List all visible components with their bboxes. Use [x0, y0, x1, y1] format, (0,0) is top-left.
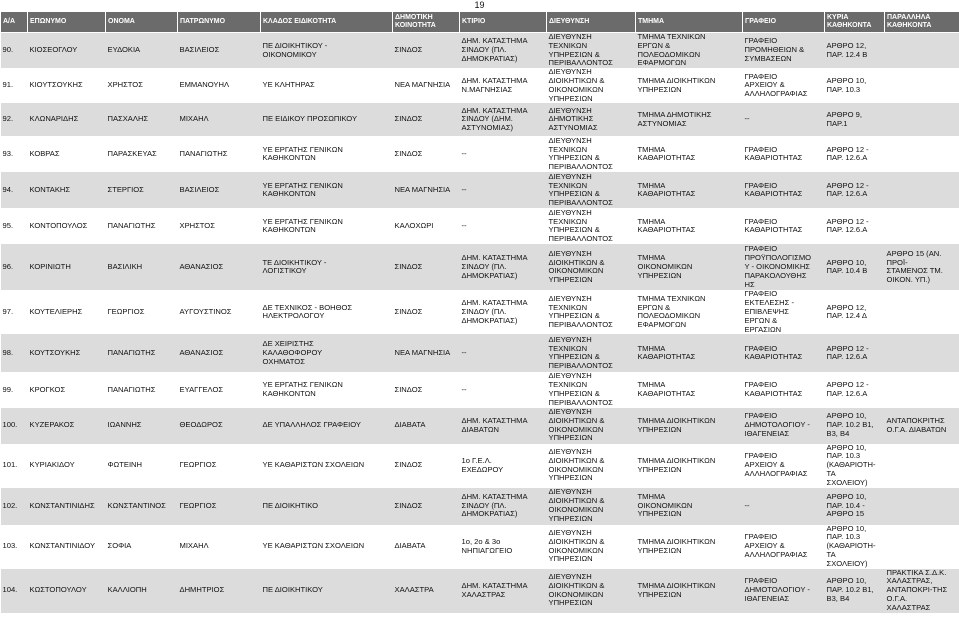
cell-department: ΤΜΗΜΑ ΚΑΘΑΡΙΟΤΗΤΑΣ [636, 172, 743, 208]
cell-directorate: ΔΙΕΥΘΥΝΣΗ ΔΙΟΙΚΗΤΙΚΩΝ & ΟΙΚΟΝΟΜΙΚΩΝ ΥΠΗΡΕΣΙΩΝ [547, 525, 636, 569]
cell-fathers-name: ΠΑΝΑΓΙΩΤΗΣ [178, 136, 261, 172]
cell-aa: 102. [1, 488, 28, 525]
table-row [1, 488, 959, 525]
table-row [1, 33, 959, 69]
cell-directorate: ΔΙΕΥΘΥΝΣΗ ΤΕΧΝΙΚΩΝ ΥΠΗΡΕΣΙΩΝ & ΠΕΡΙΒΑΛΛΟΝΤΟΣ [547, 136, 636, 172]
cell-department: ΤΜΗΜΑ ΚΑΘΑΡΙΟΤΗΤΑΣ [636, 334, 743, 372]
cell-aa: 91. [1, 68, 28, 103]
cell-office: ΓΡΑΦΕΙΟ ΠΡΟΜΗΘΕΙΩΝ & ΣΥΜΒΑΣΕΩΝ [743, 33, 825, 69]
table-row [1, 290, 959, 334]
cell-specialty: ΠΕ ΔΙΟΙΚΗΤΙΚΟΥ - ΟΙΚΟΝΟΜΙΚΟΥ [261, 33, 393, 69]
cell-directorate: ΔΙΕΥΘΥΝΣΗ ΔΙΟΙΚΗΤΙΚΩΝ & ΟΙΚΟΝΟΜΙΚΩΝ ΥΠΗΡΕΣΙΩΝ [547, 68, 636, 103]
header-parallel-duties: ΠΑΡΑΛΛΗΛΑ ΚΑΘΗΚΟΝΤΑ [885, 12, 959, 33]
cell-specialty: ΥΕ ΕΡΓΑΤΗΣ ΓΕΝΙΚΩΝ ΚΑΘΗΚΟΝΤΩΝ [261, 136, 393, 172]
cell-directorate: ΔΙΕΥΘΥΝΣΗ ΤΕΧΝΙΚΩΝ ΥΠΗΡΕΣΙΩΝ & ΠΕΡΙΒΑΛΛΟΝΤΟΣ [547, 208, 636, 244]
header-fathers-name: ΠΑΤΡΩΝΥΜΟ [178, 12, 261, 33]
cell-aa: 93. [1, 136, 28, 172]
cell-office: ΓΡΑΦΕΙΟ ΚΑΘΑΡΙΟΤΗΤΑΣ [743, 208, 825, 244]
cell-directorate: ΔΙΕΥΘΥΝΣΗ ΤΕΧΝΙΚΩΝ ΥΠΗΡΕΣΙΩΝ & ΠΕΡΙΒΑΛΛΟΝΤΟΣ [547, 290, 636, 334]
cell-main-duties: ΑΡΘΡΟ 12 - ΠΑΡ. 12.6.Α [825, 136, 885, 172]
cell-department: ΤΜΗΜΑ ΚΑΘΑΡΙΟΤΗΤΑΣ [636, 136, 743, 172]
header-building: ΚΤΙΡΙΟ [460, 12, 547, 33]
cell-parallel-duties [885, 488, 959, 525]
cell-department: ΤΜΗΜΑ ΚΑΘΑΡΙΟΤΗΤΑΣ [636, 372, 743, 407]
table-row [1, 68, 959, 103]
cell-name: ΕΥΔΟΚΙΑ [106, 33, 178, 69]
cell-building: ΔΗΜ. ΚΑΤΑΣΤΗΜΑ ΣΙΝΔΟΥ (ΠΛ. ΔΗΜΟΚΡΑΤΙΑΣ) [460, 244, 547, 290]
cell-fathers-name: ΔΗΜΗΤΡΙΟΣ [178, 569, 261, 613]
header-main-duties: ΚΥΡΙΑ ΚΑΘΗΚΟΝΤΑ [825, 12, 885, 33]
table-row [1, 372, 959, 407]
cell-surname: ΚΩΣΤΟΠΟΥΛΟΥ [28, 569, 106, 613]
cell-fathers-name: ΓΕΩΡΓΙΟΣ [178, 488, 261, 525]
cell-surname: ΚΛΩΝΑΡΙΔΗΣ [28, 103, 106, 136]
cell-fathers-name: ΕΜΜΑΝΟΥΗΛ [178, 68, 261, 103]
cell-community: ΚΑΛΟΧΩΡΙ [393, 208, 460, 244]
cell-name: ΣΟΦΙΑ [106, 525, 178, 569]
cell-directorate: ΔΙΕΥΘΥΝΣΗ ΔΙΟΙΚΗΤΙΚΩΝ & ΟΙΚΟΝΟΜΙΚΩΝ ΥΠΗΡΕΣΙΩΝ [547, 569, 636, 613]
cell-name: ΒΑΣΙΛΙΚΗ [106, 244, 178, 290]
cell-specialty: ΥΕ ΚΑΘΑΡΙΣΤΩΝ ΣΧΟΛΕΙΩΝ [261, 444, 393, 488]
cell-name: ΚΑΛΛΙΟΠΗ [106, 569, 178, 613]
cell-aa: 90. [1, 33, 28, 69]
cell-office: -- [743, 488, 825, 525]
cell-building: -- [460, 136, 547, 172]
cell-community: ΣΙΝΔΟΣ [393, 488, 460, 525]
cell-aa: 96. [1, 244, 28, 290]
cell-community: ΣΙΝΔΟΣ [393, 372, 460, 407]
cell-office: ΓΡΑΦΕΙΟ ΑΡΧΕΙΟΥ & ΑΛΛΗΛΟΓΡΑΦΙΑΣ [743, 68, 825, 103]
cell-community: ΣΙΝΔΟΣ [393, 244, 460, 290]
cell-aa: 101. [1, 444, 28, 488]
cell-community: ΧΑΛΑΣΤΡΑ [393, 569, 460, 613]
header-surname: ΕΠΩΝΥΜΟ [28, 12, 106, 33]
cell-department: ΤΜΗΜΑ ΔΙΟΙΚΗΤΙΚΩΝ ΥΠΗΡΕΣΙΩΝ [636, 68, 743, 103]
cell-building: ΔΗΜ. ΚΑΤΑΣΤΗΜΑ ΣΙΝΔΟΥ (ΠΛ. ΔΗΜΟΚΡΑΤΙΑΣ) [460, 33, 547, 69]
cell-name: ΣΤΕΡΓΙΟΣ [106, 172, 178, 208]
cell-main-duties: ΑΡΘΡΟ 12, ΠΑΡ. 12.4 Β [825, 33, 885, 69]
cell-specialty: ΥΕ ΕΡΓΑΤΗΣ ΓΕΝΙΚΩΝ ΚΑΘΗΚΟΝΤΩΝ [261, 208, 393, 244]
cell-department: ΤΜΗΜΑ ΚΑΘΑΡΙΟΤΗΤΑΣ [636, 208, 743, 244]
cell-specialty: ΔΕ ΧΕΙΡΙΣΤΗΣ ΚΑΛΑΘΟΦΟΡΟΥ ΟΧΗΜΑΤΟΣ [261, 334, 393, 372]
cell-department: ΤΜΗΜΑ ΔΗΜΟΤΙΚΗΣ ΑΣΤΥΝΟΜΙΑΣ [636, 103, 743, 136]
cell-parallel-duties: ΑΡΘΡΟ 15 (ΑΝ. ΠΡΟΪ- ΣΤΑΜΕΝΟΣ ΤΜ. ΟΙΚΟΝ. ΥΠ.) [885, 244, 959, 290]
cell-fathers-name: ΒΑΣΙΛΕΙΟΣ [178, 172, 261, 208]
cell-surname: ΚΡΟΓΚΟΣ [28, 372, 106, 407]
cell-name: ΙΩΑΝΝΗΣ [106, 408, 178, 444]
cell-parallel-duties [885, 525, 959, 569]
cell-parallel-duties [885, 208, 959, 244]
cell-directorate: ΔΙΕΥΘΥΝΣΗ ΤΕΧΝΙΚΩΝ ΥΠΗΡΕΣΙΩΝ & ΠΕΡΙΒΑΛΛΟΝΤΟΣ [547, 33, 636, 69]
cell-surname: ΚΟΝΤΟΠΟΥΛΟΣ [28, 208, 106, 244]
cell-aa: 94. [1, 172, 28, 208]
cell-name: ΠΑΣΧΑΛΗΣ [106, 103, 178, 136]
cell-community: ΝΕΑ ΜΑΓΝΗΣΙΑ [393, 334, 460, 372]
cell-department: ΤΜΗΜΑ ΤΕΧΝΙΚΩΝ ΕΡΓΩΝ & ΠΟΛΕΟΔΟΜΙΚΩΝ ΕΦΑΡΜΟΓΩΝ [636, 33, 743, 69]
cell-building: ΔΗΜ. ΚΑΤΑΣΤΗΜΑ ΧΑΛΑΣΤΡΑΣ [460, 569, 547, 613]
cell-name: ΠΑΝΑΓΙΩΤΗΣ [106, 208, 178, 244]
cell-surname: ΚΩΝΣΤΑΝΤΙΝΙΔΟΥ [28, 525, 106, 569]
table-row [1, 569, 959, 613]
cell-fathers-name: ΕΥΑΓΓΕΛΟΣ [178, 372, 261, 407]
cell-building: 1ο, 2ο & 3ο ΝΗΠΙΑΓΩΓΕΙΟ [460, 525, 547, 569]
cell-surname: ΚΟΝΤΑΚΗΣ [28, 172, 106, 208]
cell-building: -- [460, 208, 547, 244]
cell-aa: 98. [1, 334, 28, 372]
cell-fathers-name: ΒΑΣΙΛΕΙΟΣ [178, 33, 261, 69]
cell-building: -- [460, 334, 547, 372]
table-row [1, 172, 959, 208]
cell-office: ΓΡΑΦΕΙΟ ΚΑΘΑΡΙΟΤΗΤΑΣ [743, 372, 825, 407]
cell-specialty: ΠΕ ΔΙΟΙΚΗΤΙΚΟΥ [261, 569, 393, 613]
cell-specialty: ΔΕ ΥΠΑΛΛΗΛΟΣ ΓΡΑΦΕΙΟΥ [261, 408, 393, 444]
header-specialty: ΚΛΑΔΟΣ ΕΙΔΙΚΟΤΗΤΑ [261, 12, 393, 33]
table-row [1, 334, 959, 372]
cell-aa: 95. [1, 208, 28, 244]
cell-main-duties: ΑΡΘΡΟ 12, ΠΑΡ. 12.4 Δ [825, 290, 885, 334]
cell-building: ΔΗΜ. ΚΑΤΑΣΤΗΜΑ ΣΙΝΔΟΥ (ΠΛ. ΔΗΜΟΚΡΑΤΙΑΣ) [460, 488, 547, 525]
cell-parallel-duties: ΠΡΑΚΤΙΚΑ Σ.Δ.Κ. ΧΑΛΑΣΤΡΑΣ, ΑΝΤΑΠΟΚΡΙ-ΤΗΣ Ο.Γ.Α. ΧΑΛΑΣΤΡΑΣ [885, 569, 959, 613]
table-row [1, 525, 959, 569]
cell-building: ΔΗΜ. ΚΑΤΑΣΤΗΜΑ ΣΙΝΔΟΥ (ΔΗΜ. ΑΣΤΥΝΟΜΙΑΣ) [460, 103, 547, 136]
cell-building: -- [460, 372, 547, 407]
cell-office: ΓΡΑΦΕΙΟ ΔΗΜΟΤΟΛΟΓΙΟΥ - ΙΘΑΓΕΝΕΙΑΣ [743, 569, 825, 613]
cell-main-duties: ΑΡΘΡΟ 10, ΠΑΡ. 10.3 (ΚΑΘΑΡΙΟΤΗ- ΤΑ ΣΧΟΛΕΙΟΥ) [825, 444, 885, 488]
cell-community: ΔΙΑΒΑΤΑ [393, 408, 460, 444]
cell-directorate: ΔΙΕΥΘΥΝΣΗ ΤΕΧΝΙΚΩΝ ΥΠΗΡΕΣΙΩΝ & ΠΕΡΙΒΑΛΛΟΝΤΟΣ [547, 172, 636, 208]
cell-surname: ΚΟΡΙΝΙΩΤΗ [28, 244, 106, 290]
cell-name: ΦΩΤΕΙΝΗ [106, 444, 178, 488]
cell-community: ΝΕΑ ΜΑΓΝΗΣΙΑ [393, 68, 460, 103]
cell-parallel-duties [885, 334, 959, 372]
cell-parallel-duties: ΑΝΤΑΠΟΚΡΙΤΗΣ Ο.Γ.Α. ΔΙΑΒΑΤΩΝ [885, 408, 959, 444]
cell-department: ΤΜΗΜΑ ΔΙΟΙΚΗΤΙΚΩΝ ΥΠΗΡΕΣΙΩΝ [636, 569, 743, 613]
table-row [1, 444, 959, 488]
cell-main-duties: ΑΡΘΡΟ 10, ΠΑΡ. 10.4 - ΑΡΘΡΟ 15 [825, 488, 885, 525]
cell-directorate: ΔΙΕΥΘΥΝΣΗ ΔΙΟΙΚΗΤΙΚΩΝ & ΟΙΚΟΝΟΜΙΚΩΝ ΥΠΗΡΕΣΙΩΝ [547, 408, 636, 444]
cell-specialty: ΠΕ ΔΙΟΙΚΗΤΙΚΟ [261, 488, 393, 525]
cell-specialty: ΔΕ ΤΕΧΝΙΚΟΣ - ΒΟΗΘΟΣ ΗΛΕΚΤΡΟΛΟΓΟΥ [261, 290, 393, 334]
cell-building: 1ο Γ.Ε.Λ. ΕΧΕΔΩΡΟΥ [460, 444, 547, 488]
cell-parallel-duties [885, 372, 959, 407]
cell-main-duties: ΑΡΘΡΟ 12 - ΠΑΡ. 12.6.Α [825, 334, 885, 372]
cell-specialty: ΠΕ ΕΙΔΙΚΟΥ ΠΡΟΣΩΠΙΚΟΥ [261, 103, 393, 136]
cell-surname: ΚΥΡΙΑΚΙΔΟΥ [28, 444, 106, 488]
cell-building: -- [460, 172, 547, 208]
cell-main-duties: ΑΡΘΡΟ 12 - ΠΑΡ. 12.6.Α [825, 172, 885, 208]
cell-surname: ΚΟΥΤΕΛΙΕΡΗΣ [28, 290, 106, 334]
header-name: ΟΝΟΜΑ [106, 12, 178, 33]
cell-community: ΣΙΝΔΟΣ [393, 136, 460, 172]
cell-name: ΠΑΡΑΣΚΕΥΑΣ [106, 136, 178, 172]
cell-main-duties: ΑΡΘΡΟ 12 - ΠΑΡ. 12.6.Α [825, 372, 885, 407]
table-row [1, 244, 959, 290]
cell-parallel-duties [885, 103, 959, 136]
cell-parallel-duties [885, 136, 959, 172]
cell-fathers-name: ΑΘΑΝΑΣΙΟΣ [178, 334, 261, 372]
cell-main-duties: ΑΡΘΡΟ 10, ΠΑΡ. 10.2 Β1, Β3, Β4 [825, 408, 885, 444]
cell-parallel-duties [885, 444, 959, 488]
table-row [1, 208, 959, 244]
cell-aa: 92. [1, 103, 28, 136]
cell-office: ΓΡΑΦΕΙΟ ΑΡΧΕΙΟΥ & ΑΛΛΗΛΟΓΡΑΦΙΑΣ [743, 444, 825, 488]
cell-community: ΔΙΑΒΑΤΑ [393, 525, 460, 569]
cell-fathers-name: ΑΥΓΟΥΣΤΙΝΟΣ [178, 290, 261, 334]
page-number: 19 [474, 0, 485, 10]
cell-building: ΔΗΜ. ΚΑΤΑΣΤΗΜΑ Ν.ΜΑΓΝΗΣΙΑΣ [460, 68, 547, 103]
header-office: ΓΡΑΦΕΙΟ [743, 12, 825, 33]
cell-office: ΓΡΑΦΕΙΟ ΑΡΧΕΙΟΥ & ΑΛΛΗΛΟΓΡΑΦΙΑΣ [743, 525, 825, 569]
cell-name: ΠΑΝΑΓΙΩΤΗΣ [106, 372, 178, 407]
cell-name: ΚΩΝΣΤΑΝΤΙΝΟΣ [106, 488, 178, 525]
cell-department: ΤΜΗΜΑ ΔΙΟΙΚΗΤΙΚΩΝ ΥΠΗΡΕΣΙΩΝ [636, 444, 743, 488]
cell-fathers-name: ΓΕΩΡΓΙΟΣ [178, 444, 261, 488]
cell-name: ΓΕΩΡΓΙΟΣ [106, 290, 178, 334]
cell-name: ΠΑΝΑΓΙΩΤΗΣ [106, 334, 178, 372]
cell-aa: 104. [1, 569, 28, 613]
cell-surname: ΚΥΖΕΡΑΚΟΣ [28, 408, 106, 444]
cell-community: ΣΙΝΔΟΣ [393, 444, 460, 488]
table-header-row [1, 12, 959, 33]
cell-directorate: ΔΙΕΥΘΥΝΣΗ ΔΙΟΙΚΗΤΙΚΩΝ & ΟΙΚΟΝΟΜΙΚΩΝ ΥΠΗΡΕΣΙΩΝ [547, 488, 636, 525]
table-row [1, 136, 959, 172]
cell-fathers-name: ΑΘΑΝΑΣΙΟΣ [178, 244, 261, 290]
cell-community: ΝΕΑ ΜΑΓΝΗΣΙΑ [393, 172, 460, 208]
cell-surname: ΚΩΝΣΤΑΝΤΙΝΙΔΗΣ [28, 488, 106, 525]
cell-office: ΓΡΑΦΕΙΟ ΚΑΘΑΡΙΟΤΗΤΑΣ [743, 136, 825, 172]
cell-fathers-name: ΘΕΟΔΩΡΟΣ [178, 408, 261, 444]
cell-parallel-duties [885, 290, 959, 334]
cell-parallel-duties [885, 172, 959, 208]
header-directorate: ΔΙΕΥΘΥΝΣΗ [547, 12, 636, 33]
cell-specialty: ΥΕ ΚΛΗΤΗΡΑΣ [261, 68, 393, 103]
cell-main-duties: ΑΡΘΡΟ 10, ΠΑΡ. 10.3 (ΚΑΘΑΡΙΟΤΗ- ΤΑ ΣΧΟΛΕΙΟΥ) [825, 525, 885, 569]
cell-office: ΓΡΑΦΕΙΟ ΕΚΤΕΛΕΣΗΣ - ΕΠΙΒΛΕΨΗΣ ΕΡΓΩΝ & ΕΡΓΑΣΙΩΝ [743, 290, 825, 334]
cell-directorate: ΔΙΕΥΘΥΝΣΗ ΔΙΟΙΚΗΤΙΚΩΝ & ΟΙΚΟΝΟΜΙΚΩΝ ΥΠΗΡΕΣΙΩΝ [547, 444, 636, 488]
header-aa: Α/Α [1, 12, 28, 33]
cell-community: ΣΙΝΔΟΣ [393, 103, 460, 136]
cell-directorate: ΔΙΕΥΘΥΝΣΗ ΤΕΧΝΙΚΩΝ ΥΠΗΡΕΣΙΩΝ & ΠΕΡΙΒΑΛΛΟΝΤΟΣ [547, 334, 636, 372]
cell-name: ΧΡΗΣΤΟΣ [106, 68, 178, 103]
personnel-table [0, 11, 959, 613]
header-community: ΔΗΜΟΤΙΚΗ ΚΟΙΝΟΤΗΤΑ [393, 12, 460, 33]
cell-main-duties: ΑΡΘΡΟ 12 - ΠΑΡ. 12.6.Α [825, 208, 885, 244]
cell-community: ΣΙΝΔΟΣ [393, 33, 460, 69]
cell-main-duties: ΑΡΘΡΟ 10, ΠΑΡ. 10.4 Β [825, 244, 885, 290]
cell-directorate: ΔΙΕΥΘΥΝΣΗ ΔΗΜΟΤΙΚΗΣ ΑΣΤΥΝΟΜΙΑΣ [547, 103, 636, 136]
cell-department: ΤΜΗΜΑ ΔΙΟΙΚΗΤΙΚΩΝ ΥΠΗΡΕΣΙΩΝ [636, 525, 743, 569]
cell-aa: 100. [1, 408, 28, 444]
cell-specialty: ΥΕ ΕΡΓΑΤΗΣ ΓΕΝΙΚΩΝ ΚΑΘΗΚΟΝΤΩΝ [261, 172, 393, 208]
cell-main-duties: ΑΡΘΡΟ 10, ΠΑΡ. 10.2 Β1, Β3, Β4 [825, 569, 885, 613]
cell-aa: 99. [1, 372, 28, 407]
cell-specialty: ΤΕ ΔΙΟΙΚΗΤΙΚΟΥ - ΛΟΓΙΣΤΙΚΟΥ [261, 244, 393, 290]
cell-office: ΓΡΑΦΕΙΟ ΚΑΘΑΡΙΟΤΗΤΑΣ [743, 172, 825, 208]
cell-community: ΣΙΝΔΟΣ [393, 290, 460, 334]
cell-parallel-duties [885, 33, 959, 69]
table-row [1, 408, 959, 444]
cell-surname: ΚΟΒΡΑΣ [28, 136, 106, 172]
cell-department: ΤΜΗΜΑ ΟΙΚΟΝΟΜΙΚΩΝ ΥΠΗΡΕΣΙΩΝ [636, 488, 743, 525]
cell-surname: ΚΟΥΤΣΟΥΚΗΣ [28, 334, 106, 372]
cell-main-duties: ΑΡΘΡΟ 9, ΠΑΡ.1 [825, 103, 885, 136]
cell-fathers-name: ΧΡΗΣΤΟΣ [178, 208, 261, 244]
cell-directorate: ΔΙΕΥΘΥΝΣΗ ΤΕΧΝΙΚΩΝ ΥΠΗΡΕΣΙΩΝ & ΠΕΡΙΒΑΛΛΟΝΤΟΣ [547, 372, 636, 407]
cell-department: ΤΜΗΜΑ ΟΙΚΟΝΟΜΙΚΩΝ ΥΠΗΡΕΣΙΩΝ [636, 244, 743, 290]
cell-surname: ΚΙΟΥΤΣΟΥΚΗΣ [28, 68, 106, 103]
cell-building: ΔΗΜ. ΚΑΤΑΣΤΗΜΑ ΣΙΝΔΟΥ (ΠΛ. ΔΗΜΟΚΡΑΤΙΑΣ) [460, 290, 547, 334]
cell-parallel-duties [885, 68, 959, 103]
header-department: ΤΜΗΜΑ [636, 12, 743, 33]
cell-aa: 97. [1, 290, 28, 334]
cell-department: ΤΜΗΜΑ ΤΕΧΝΙΚΩΝ ΕΡΓΩΝ & ΠΟΛΕΟΔΟΜΙΚΩΝ ΕΦΑΡΜΟΓΩΝ [636, 290, 743, 334]
cell-specialty: ΥΕ ΚΑΘΑΡΙΣΤΩΝ ΣΧΟΛΕΙΩΝ [261, 525, 393, 569]
cell-fathers-name: ΜΙΧΑΗΛ [178, 103, 261, 136]
cell-aa: 103. [1, 525, 28, 569]
cell-building: ΔΗΜ. ΚΑΤΑΣΤΗΜΑ ΔΙΑΒΑΤΩΝ [460, 408, 547, 444]
cell-department: ΤΜΗΜΑ ΔΙΟΙΚΗΤΙΚΩΝ ΥΠΗΡΕΣΙΩΝ [636, 408, 743, 444]
cell-main-duties: ΑΡΘΡΟ 10, ΠΑΡ. 10.3 [825, 68, 885, 103]
cell-office: ΓΡΑΦΕΙΟ ΚΑΘΑΡΙΟΤΗΤΑΣ [743, 334, 825, 372]
cell-specialty: ΥΕ ΕΡΓΑΤΗΣ ΓΕΝΙΚΩΝ ΚΑΘΗΚΟΝΤΩΝ [261, 372, 393, 407]
table-row [1, 103, 959, 136]
cell-directorate: ΔΙΕΥΘΥΝΣΗ ΔΙΟΙΚΗΤΙΚΩΝ & ΟΙΚΟΝΟΜΙΚΩΝ ΥΠΗΡΕΣΙΩΝ [547, 244, 636, 290]
cell-office: ΓΡΑΦΕΙΟ ΠΡΟΫΠΟΛΟΓΙΣΜΟ Υ - ΟΙΚΟΝΟΜΙΚΗΣ ΠΑΡΑΚΟΛΟΥΘΗΣ ΗΣ [743, 244, 825, 290]
cell-fathers-name: ΜΙΧΑΗΛ [178, 525, 261, 569]
cell-office: ΓΡΑΦΕΙΟ ΔΗΜΟΤΟΛΟΓΙΟΥ - ΙΘΑΓΕΝΕΙΑΣ [743, 408, 825, 444]
table-body [1, 33, 959, 613]
cell-surname: ΚΙΟΣΕΟΓΛΟΥ [28, 33, 106, 69]
cell-office: -- [743, 103, 825, 136]
